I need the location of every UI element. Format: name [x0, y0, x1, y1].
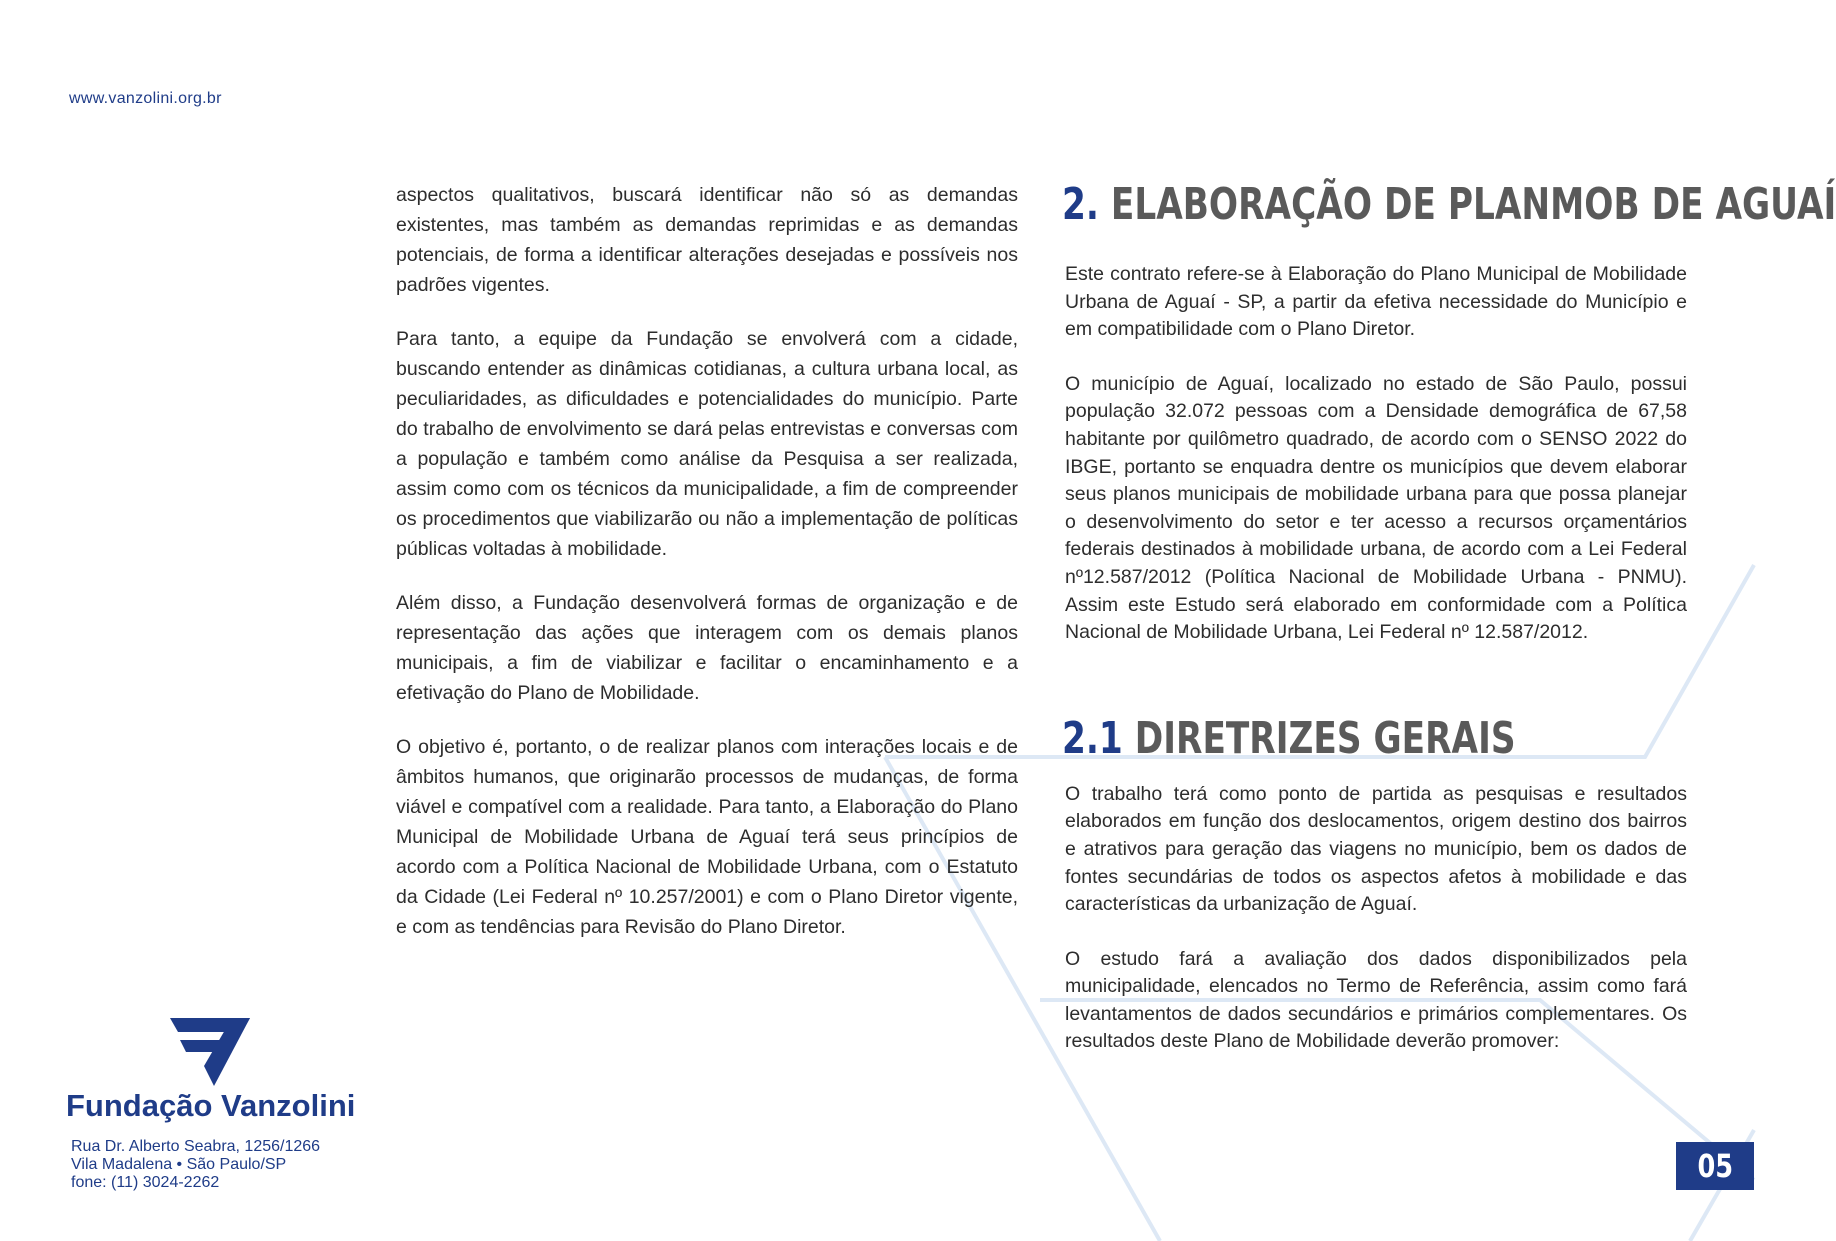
section-title: ELABORAÇÃO DE PLANMOB DE AGUAÍ: [1110, 179, 1836, 230]
body-paragraph: O trabalho terá como ponto de partida as pesquisas e resultados elaborados em função dos deslocamentos, origem destino dos bairros e atrativos para geração das viagens no município, bem os dados de fontes secundárias de todos os aspectos afetos à mobilidade e das características da urbanização de Aguaí.: [1065, 782, 1687, 916]
section-title: DIRETRIZES GERAIS: [1134, 712, 1516, 764]
body-paragraph: O município de Aguaí, localizado no estado de São Paulo, possui população 32.072 pessoas com a Densidade demográfica de 67,58 habitante por quilômetro quadrado, de acordo com o SENSO 2022 do IBGE, portanto se enquadra dentre os municípios que devem elaborar seus planos municipais de mobilidade urbana para que possa planejar o desenvolvimento do setor e ter acesso a recursos orçamentários federais destinados à mobilidade urbana, de acordo com a Lei Federal nº12.587/2012 (Política Nacional de Mobilidade Urbana - PNMU). Assim este Estudo será elaborado em conformidade com a Política Nacional de Mobilidade Urbana, Lei Federal nº 12.587/2012.: [1065, 372, 1687, 644]
section-number: 2.1: [1062, 712, 1123, 764]
section-2-heading: [1062, 175, 1836, 235]
body-paragraph: Para tanto, a equipe da Fundação se envolverá com a cidade, buscando entender as dinâmicas cotidianas, a cultura urbana local, as peculiaridades, as dificuldades e potencialidades do município. Parte do trabalho de envolvimento se dará pelas entrevistas e conversas com a população e também como análise da Pesquisa a ser realizada, assim como com os técnicos da municipalidade, a fim de compreender os procedimentos que viabilizarão ou não a implementação de políticas públicas voltadas à mobilidade.: [396, 328, 1018, 560]
address-block: [71, 1138, 320, 1192]
website-url[interactable]: www.vanzolini.org.br: [69, 90, 222, 107]
page-number: 05: [1697, 1147, 1733, 1185]
left-column: [396, 180, 1018, 966]
right-column: [1062, 175, 1836, 1083]
phone-line: fone: (11) 3024-2262: [71, 1174, 220, 1191]
body-paragraph: Além disso, a Fundação desenvolverá formas de organização e de representação das ações que interagem com os demais planos municipais, a fim de viabilizar e facilitar o encaminhamento e a efetivação do Plano de Mobilidade.: [396, 592, 1018, 704]
vanzolini-logo-icon: [170, 1010, 250, 1086]
body-paragraph: aspectos qualitativos, buscará identificar não só as demandas existentes, mas também as demandas reprimidas e as demandas potenciais, de forma a identificar alterações desejadas e possíveis nos padrões vigentes.: [396, 184, 1018, 296]
section-number: 2.: [1062, 179, 1099, 230]
org-name: Fundação Vanzolini: [66, 1088, 356, 1123]
body-paragraph: Este contrato refere-se à Elaboração do Plano Municipal de Mobilidade Urbana de Aguaí - SP, a partir da efetiva necessidade do Município e em compatibilidade com o Plano Diretor.: [1065, 263, 1687, 341]
page-number-badge: [1676, 1142, 1754, 1190]
body-paragraph: O estudo fará a avaliação dos dados disponibilizados pela municipalidade, elencados no Termo de Referência, assim como fará levantamentos de dados secundários e primários complementares. Os resultados deste Plano de Mobilidade deverão promover:: [1065, 947, 1687, 1053]
body-paragraph: O objetivo é, portanto, o de realizar planos com interações locais e de âmbitos humanos, que originarão processos de mudanças, de forma viável e compatível com a realidade. Para tanto, a Elaboração do Plano Municipal de Mobilidade Urbana de Aguaí terá seus princípios de acordo com a Política Nacional de Mobilidade Urbana, com o Estatuto da Cidade (Lei Federal nº 10.257/2001) e com o Plano Diretor vigente, e com as tendências para Revisão do Plano Diretor.: [396, 736, 1018, 938]
address-line: Vila Madalena • São Paulo/SP: [71, 1156, 287, 1173]
address-line: Rua Dr. Alberto Seabra, 1256/1266: [71, 1138, 321, 1155]
section-2-1-heading: [1062, 709, 1550, 769]
